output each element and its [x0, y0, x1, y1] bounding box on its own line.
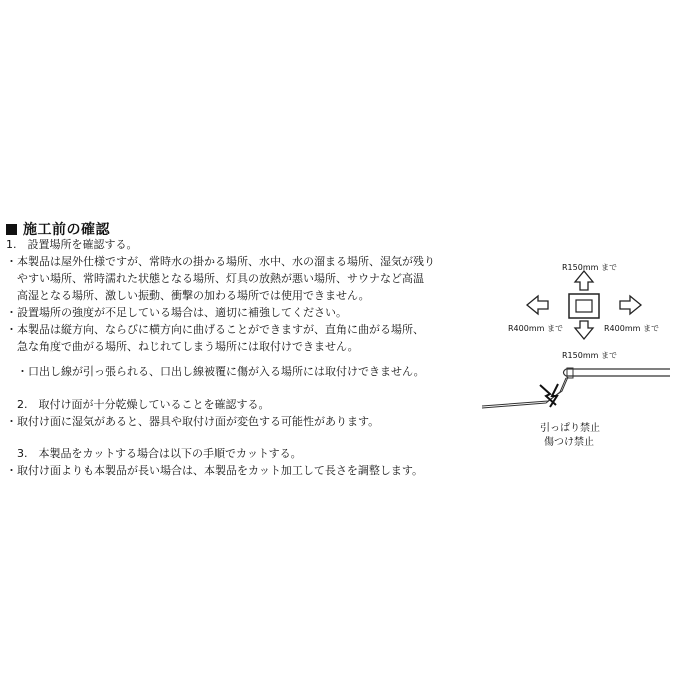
square-bullet-icon: [6, 224, 17, 235]
note-line: ・本製品は縦方向、ならびに横方向に曲げることができますが、直角に曲がる場所、: [6, 323, 424, 336]
note-line: ・設置場所の強度が不足している場合は、適切に補強してください。: [6, 306, 347, 319]
top-radius-label: R150mm まで: [562, 263, 617, 272]
bottom-radius-label: R150mm まで: [562, 351, 617, 360]
warning-no-pull: 引っぱり禁止: [540, 423, 600, 434]
left-radius-label: R400mm まで: [508, 324, 563, 333]
note-line: ・本製品は屋外仕様ですが、常時水の掛かる場所、水中、水の溜まる場所、湿気が残り: [6, 255, 435, 268]
note-line: ・口出し線が引っ張られる、口出し線被覆に傷が入る場所には取付けできません。: [6, 365, 425, 378]
note-line: ・取付け面に湿気があると、器具や取付け面が変色する可能性があります。: [6, 415, 380, 428]
note-line: 急な角度で曲がる場所、ねじれてしまう場所には取付けできません。: [6, 340, 359, 353]
right-radius-label: R400mm まで: [604, 324, 659, 333]
step-3-heading: 3. 本製品をカットする場合は以下の手順でカットする。: [6, 447, 302, 460]
step-1-heading: 1. 設置場所を確認する。: [6, 238, 138, 251]
note-line: 高湿となる場所、激しい振動、衝撃の加わる場所では使用できません。: [6, 289, 370, 302]
section-title: 施工前の確認: [23, 222, 110, 238]
warning-no-damage: 傷つけ禁止: [544, 437, 594, 448]
product-square: [569, 294, 599, 318]
arrow-down-icon: [575, 321, 593, 339]
bend-radius-diagram: [470, 255, 695, 455]
arrow-left-icon: [527, 296, 548, 314]
note-line: ・取付け面よりも本製品が長い場合は、本製品をカット加工して長さを調整します。: [6, 464, 424, 477]
arrow-up-icon: [575, 271, 593, 290]
product-inner-square: [576, 300, 592, 312]
arrow-right-icon: [620, 296, 641, 314]
note-line: やすい場所、常時濡れた状態となる場所、灯具の放熱が悪い場所、サウナなど高温: [6, 272, 424, 285]
cable-tape-end: [564, 369, 567, 376]
section-heading: [6, 219, 110, 239]
step-2-heading: 2. 取付け面が十分乾燥していることを確認する。: [6, 398, 270, 411]
